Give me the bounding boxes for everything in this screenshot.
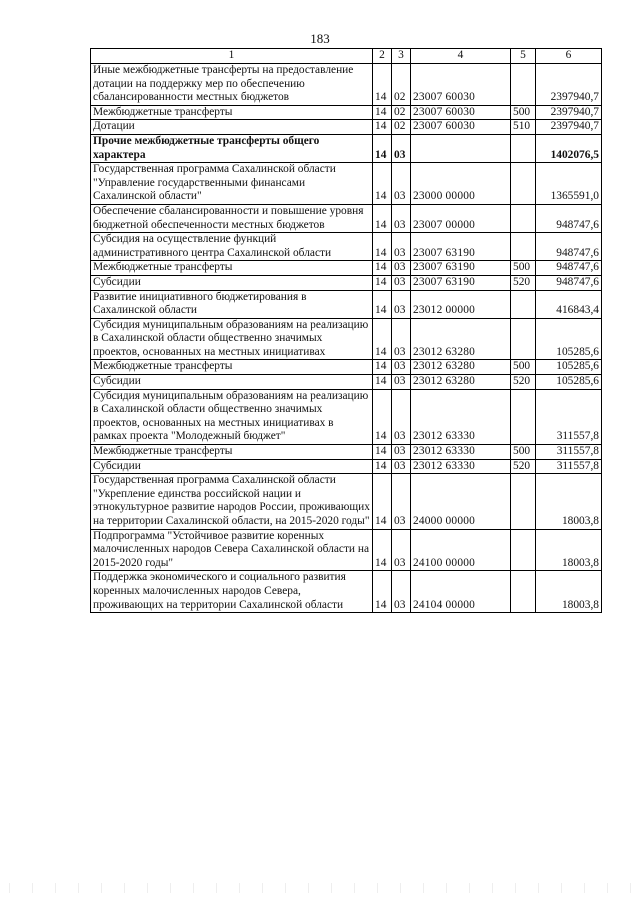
table-row — [91, 64, 602, 106]
row-target-article: 23007 60030 — [411, 105, 511, 120]
row-name: Субсидия муниципальным образованиям на реализацию в Сахалинской области общественно значимых проектов, основанных на местных инициативах — [91, 318, 373, 360]
row-subsection: 03 — [392, 163, 411, 205]
row-expense-type: 500 — [511, 105, 536, 120]
table-row — [91, 389, 602, 444]
row-name: Субсидии — [91, 459, 373, 474]
row-target-article: 23007 60030 — [411, 120, 511, 135]
scan-noise — [0, 883, 640, 893]
row-expense-type — [511, 474, 536, 529]
row-section: 14 — [373, 64, 392, 106]
row-amount: 18003,8 — [536, 529, 602, 571]
row-section: 14 — [373, 445, 392, 460]
row-name: Межбюджетные трансферты — [91, 360, 373, 375]
row-subsection: 03 — [392, 445, 411, 460]
row-section: 14 — [373, 275, 392, 290]
row-name: Субсидия муниципальным образованиям на реализацию в Сахалинской области общественно значимых проектов, основанных на местных инициативах в рамках проекта "Молодежный бюджет" — [91, 389, 373, 444]
header-cell-2: 2 — [373, 49, 392, 64]
table-row — [91, 204, 602, 232]
row-amount: 948747,6 — [536, 233, 602, 261]
header-row — [91, 49, 602, 64]
row-target-article: 23012 63280 — [411, 360, 511, 375]
row-name: Межбюджетные трансферты — [91, 105, 373, 120]
row-name: Государственная программа Сахалинской области "Управление государственными финансами Сахалинской области" — [91, 163, 373, 205]
row-amount: 311557,8 — [536, 459, 602, 474]
row-expense-type: 520 — [511, 375, 536, 390]
table-row — [91, 261, 602, 276]
row-expense-type — [511, 134, 536, 162]
row-name: Субсидии — [91, 275, 373, 290]
row-expense-type: 520 — [511, 459, 536, 474]
row-name: Подпрограмма "Устойчивое развитие коренных малочисленных народов Севера Сахалинской области на 2015-2020 годы" — [91, 529, 373, 571]
header-cell-4: 4 — [411, 49, 511, 64]
row-expense-type: 500 — [511, 445, 536, 460]
row-subsection: 03 — [392, 389, 411, 444]
row-amount: 2397940,7 — [536, 105, 602, 120]
row-subsection: 02 — [392, 64, 411, 106]
row-expense-type: 520 — [511, 275, 536, 290]
row-section: 14 — [373, 290, 392, 318]
row-target-article: 23012 00000 — [411, 290, 511, 318]
table-row — [91, 571, 602, 613]
row-amount: 948747,6 — [536, 275, 602, 290]
row-section: 14 — [373, 261, 392, 276]
table-row — [91, 360, 602, 375]
row-name: Обеспечение сбалансированности и повышение уровня бюджетной обеспеченности местных бюджетов — [91, 204, 373, 232]
header-cell-3: 3 — [392, 49, 411, 64]
table-row — [91, 120, 602, 135]
row-target-article: 23012 63280 — [411, 375, 511, 390]
table-row — [91, 318, 602, 360]
row-subsection: 03 — [392, 275, 411, 290]
row-subsection: 03 — [392, 459, 411, 474]
row-section: 14 — [373, 163, 392, 205]
table-row — [91, 529, 602, 571]
table-row — [91, 105, 602, 120]
row-amount: 18003,8 — [536, 474, 602, 529]
row-amount: 1365591,0 — [536, 163, 602, 205]
row-expense-type — [511, 64, 536, 106]
row-expense-type — [511, 571, 536, 613]
row-section: 14 — [373, 474, 392, 529]
row-subsection: 03 — [392, 134, 411, 162]
row-subsection: 02 — [392, 120, 411, 135]
row-expense-type — [511, 204, 536, 232]
row-name: Межбюджетные трансферты — [91, 261, 373, 276]
row-target-article: 24104 00000 — [411, 571, 511, 613]
row-name: Субсидии — [91, 375, 373, 390]
row-amount: 416843,4 — [536, 290, 602, 318]
row-amount: 2397940,7 — [536, 64, 602, 106]
row-subsection: 03 — [392, 233, 411, 261]
table-row — [91, 375, 602, 390]
table-body — [91, 64, 602, 613]
row-name: Государственная программа Сахалинской области "Укрепление единства российской нации и этнокультурное развитие народов России, проживающих на территории Сахалинской области, на 2015-2020 годы" — [91, 474, 373, 529]
row-expense-type — [511, 389, 536, 444]
row-subsection: 03 — [392, 529, 411, 571]
row-name: Межбюджетные трансферты — [91, 445, 373, 460]
row-amount: 948747,6 — [536, 204, 602, 232]
row-amount: 105285,6 — [536, 318, 602, 360]
header-cell-5: 5 — [511, 49, 536, 64]
row-section: 14 — [373, 318, 392, 360]
row-subsection: 03 — [392, 204, 411, 232]
row-target-article: 23007 63190 — [411, 233, 511, 261]
row-name: Субсидия на осуществление функций административного центра Сахалинской области — [91, 233, 373, 261]
row-section: 14 — [373, 571, 392, 613]
row-section: 14 — [373, 360, 392, 375]
row-amount: 948747,6 — [536, 261, 602, 276]
row-subsection: 03 — [392, 474, 411, 529]
row-section: 14 — [373, 389, 392, 444]
table-row — [91, 275, 602, 290]
row-amount: 311557,8 — [536, 389, 602, 444]
row-amount: 105285,6 — [536, 375, 602, 390]
header-cell-6: 6 — [536, 49, 602, 64]
row-target-article: 24000 00000 — [411, 474, 511, 529]
row-target-article: 23012 63330 — [411, 459, 511, 474]
row-name: Дотации — [91, 120, 373, 135]
budget-table — [90, 48, 602, 613]
row-subsection: 03 — [392, 290, 411, 318]
row-expense-type: 500 — [511, 360, 536, 375]
row-section: 14 — [373, 529, 392, 571]
row-target-article — [411, 134, 511, 162]
row-target-article: 23007 00000 — [411, 204, 511, 232]
row-section: 14 — [373, 233, 392, 261]
table-row — [91, 474, 602, 529]
table-row — [91, 459, 602, 474]
row-target-article: 23007 63190 — [411, 261, 511, 276]
row-target-article: 23007 60030 — [411, 64, 511, 106]
row-amount: 18003,8 — [536, 571, 602, 613]
row-subsection: 03 — [392, 318, 411, 360]
row-target-article: 23000 00000 — [411, 163, 511, 205]
row-section: 14 — [373, 105, 392, 120]
row-section: 14 — [373, 134, 392, 162]
row-section: 14 — [373, 375, 392, 390]
table-row — [91, 290, 602, 318]
table-row — [91, 163, 602, 205]
row-target-article: 23012 63330 — [411, 389, 511, 444]
row-amount: 1402076,5 — [536, 134, 602, 162]
row-target-article: 24100 00000 — [411, 529, 511, 571]
table-row — [91, 134, 602, 162]
row-section: 14 — [373, 459, 392, 474]
row-name: Поддержка экономического и социального развития коренных малочисленных народов Севера, проживающих на территории Сахалинской области — [91, 571, 373, 613]
row-target-article: 23007 63190 — [411, 275, 511, 290]
row-subsection: 03 — [392, 261, 411, 276]
row-expense-type — [511, 318, 536, 360]
page-number: 183 — [310, 31, 330, 46]
row-expense-type: 510 — [511, 120, 536, 135]
header-cell-1: 1 — [91, 49, 373, 64]
table-row — [91, 233, 602, 261]
row-subsection: 02 — [392, 105, 411, 120]
row-subsection: 03 — [392, 571, 411, 613]
table-row — [91, 445, 602, 460]
row-expense-type — [511, 163, 536, 205]
row-name: Иные межбюджетные трансферты на предоставление дотации на поддержку мер по обеспечению сбалансированности местных бюджетов — [91, 64, 373, 106]
row-amount: 2397940,7 — [536, 120, 602, 135]
row-amount: 105285,6 — [536, 360, 602, 375]
row-name: Развитие инициативного бюджетирования в Сахалинской области — [91, 290, 373, 318]
row-expense-type — [511, 529, 536, 571]
row-target-article: 23012 63280 — [411, 318, 511, 360]
row-expense-type: 500 — [511, 261, 536, 276]
row-target-article: 23012 63330 — [411, 445, 511, 460]
row-amount: 311557,8 — [536, 445, 602, 460]
row-subsection: 03 — [392, 375, 411, 390]
row-expense-type — [511, 290, 536, 318]
row-section: 14 — [373, 204, 392, 232]
row-expense-type — [511, 233, 536, 261]
row-section: 14 — [373, 120, 392, 135]
row-name: Прочие межбюджетные трансферты общего характера — [91, 134, 373, 162]
row-subsection: 03 — [392, 360, 411, 375]
